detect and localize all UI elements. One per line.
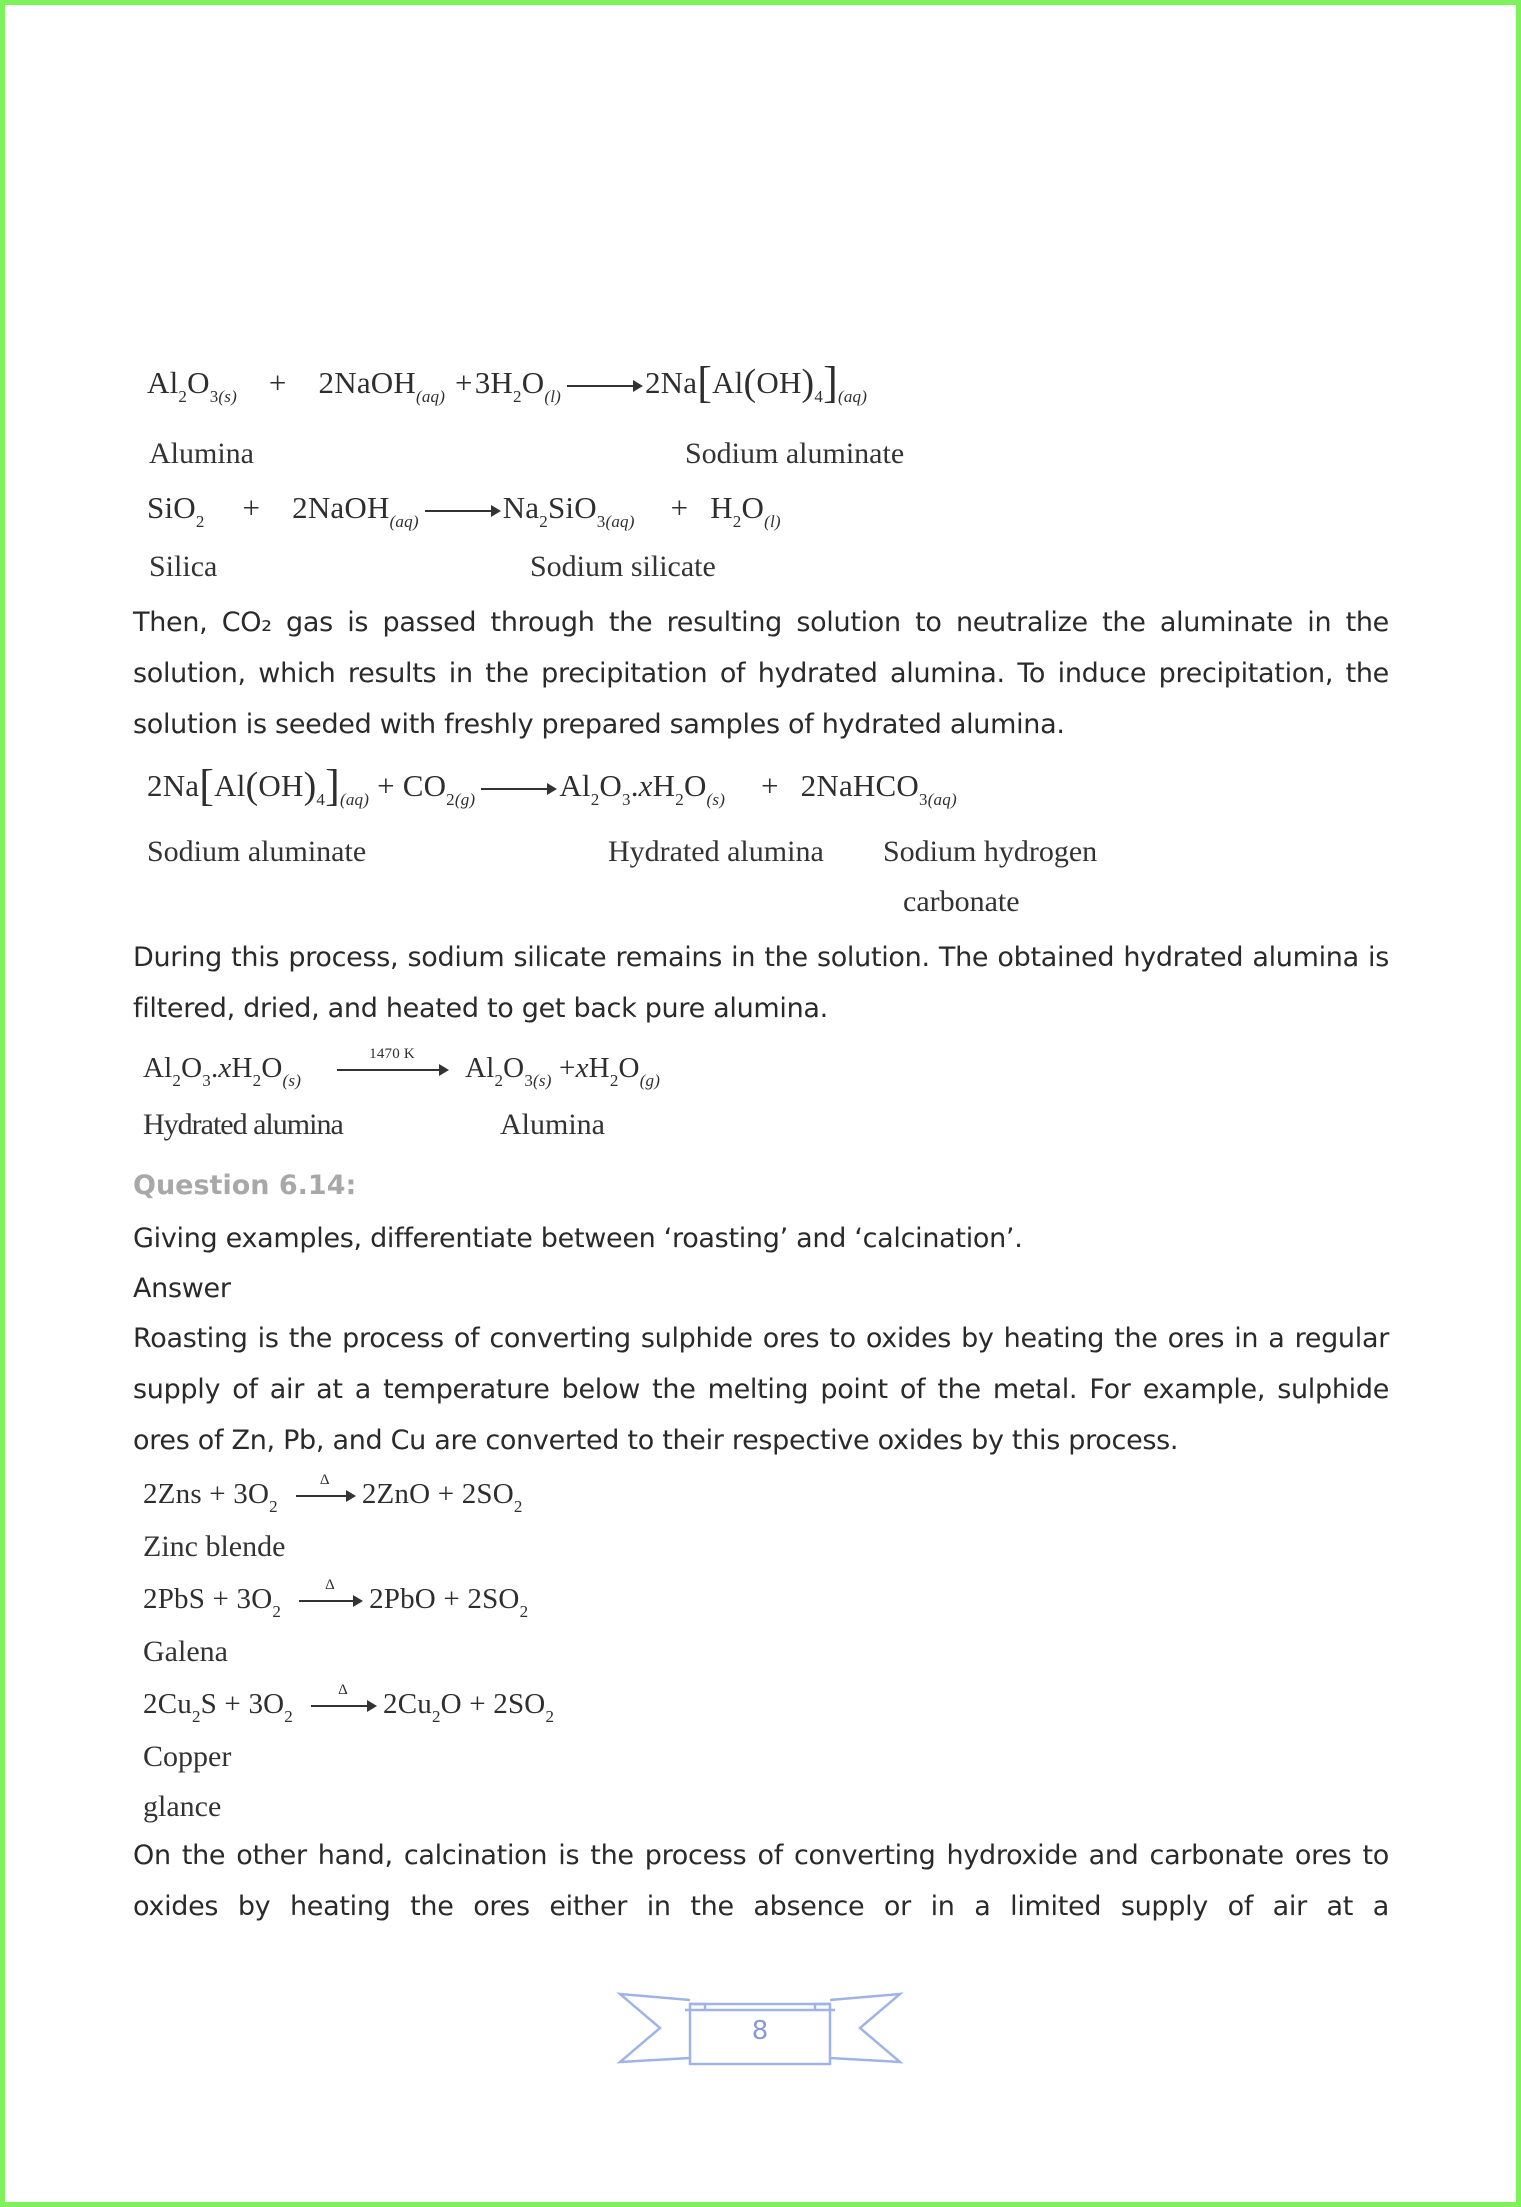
condition-heat: Δ	[325, 1577, 335, 1594]
label-sodium-aluminate: Sodium aluminate	[685, 437, 905, 470]
label-alumina: Alumina	[149, 437, 254, 470]
paragraph-co2-neutralization: Then, CO₂ gas is passed through the resulting solution to neutralize the aluminate in the solution, which results in the precipitation of hydrated alumina. To induce precipitation, the solution is seeded with freshly prepared samples of hydrated alumina.	[133, 607, 1389, 740]
paragraph-roasting: Roasting is the process of converting sulphide ores to oxides by heating the ores in a regular supply of air at a temperature below the melting point of the metal. For example, sulphide ores of Zn, Pb, and Cu are converted to their respective oxides by this process.	[133, 1323, 1389, 1456]
formula-naoh: 2NaOH$_{(aq)}$	[318, 365, 446, 406]
condition-temperature: 1470 K	[369, 1046, 415, 1063]
label-sodium-aluminate: Sodium aluminate	[147, 835, 367, 868]
plus-sign: +	[268, 365, 287, 400]
label-zinc-blende: Zinc blende	[143, 1530, 286, 1563]
label-sodium-silicate: Sodium silicate	[530, 550, 716, 583]
formula-hydrated-alumina: $Al_2O_3.xH_2O_{(s)}$	[143, 1052, 302, 1090]
plus-sign: +	[377, 768, 395, 803]
reaction-arrow	[425, 510, 499, 512]
paragraph-calcination: On the other hand, calcination is the process of converting hydroxide and carbonate ores to oxides by heating the ores either in the absence or in a limited supply of air at a	[133, 1840, 1389, 1922]
formula-lhs: $2PbS + 3O_2$	[143, 1583, 282, 1621]
reaction-arrow	[567, 385, 641, 387]
formula-h2o: $H_2O_{(l)}$	[710, 490, 781, 531]
answer-label: Answer	[133, 1273, 231, 1304]
formula-sodium-aluminate: $2Na[Al(OH)_4]_{(aq)}$	[147, 761, 370, 810]
label-sodium-hydrogen: Sodium hydrogen	[883, 835, 1098, 868]
plus-sign: +	[242, 490, 261, 525]
formula-nahco3: 2NaHCO$_{3(aq)}$	[800, 768, 957, 809]
formula-al2o3: $Al_2O_{3(s)}$	[465, 1052, 552, 1090]
equation-aluminate-co2	[147, 761, 957, 810]
label-alumina: Alumina	[500, 1108, 605, 1141]
formula-water-gas: $xH_2O_{(g)}$	[575, 1052, 661, 1090]
condition-heat: Δ	[319, 1472, 330, 1489]
reaction-arrow	[311, 1682, 375, 1707]
reaction-arrow	[299, 1577, 361, 1602]
formula-co2: $CO_{2(g)}$	[402, 768, 476, 809]
formula-rhs: $2PbO + 2SO_2$	[369, 1583, 529, 1621]
label-carbonate: carbonate	[903, 885, 1020, 918]
formula-sodium-aluminate: $2Na[Al(OH)_4]_{(aq)}$	[644, 358, 868, 407]
label-silica: Silica	[149, 550, 218, 583]
formula-al2o3: $Al_2O_{3(s)}$	[147, 365, 237, 406]
formula-lhs: $2Zns + 3O_2$	[143, 1478, 278, 1516]
plus-sign: +	[670, 490, 689, 525]
page-number-ribbon	[615, 1990, 905, 2072]
formula-lhs: $2Cu_2S + 3O_2$	[143, 1688, 293, 1726]
question-text: Giving examples, differentiate between ‘roasting’ and ‘calcination’.	[133, 1223, 1023, 1254]
formula-naoh: 2NaOH$_{(aq)}$	[292, 490, 419, 531]
formula-na2sio3: $Na_2SiO_{3(aq)}$	[502, 490, 635, 531]
equation-hydrated-alumina-heating	[143, 1046, 661, 1090]
plus-sign: +	[761, 768, 779, 803]
equation-silica-naoh	[147, 490, 781, 531]
plus-sign: +	[455, 365, 473, 400]
reaction-arrow	[337, 1046, 447, 1071]
reaction-arrow	[481, 788, 555, 790]
formula-rhs: $2Cu_2O + 2SO_2$	[383, 1688, 555, 1726]
label-hydrated-alumina: Hydrated alumina	[143, 1108, 343, 1141]
formula-rhs: $2ZnO + 2SO_2$	[361, 1478, 523, 1516]
formula-hydrated-alumina: $Al_2O_3.xH_2O_{(s)}$	[559, 768, 726, 809]
label-galena: Galena	[143, 1635, 228, 1668]
label-glance: glance	[143, 1790, 222, 1823]
formula-h2o: $3H_2O_{(l)}$	[474, 365, 561, 406]
formula-sio2: SiO$_2$	[147, 490, 205, 531]
page-number: 8	[751, 2016, 769, 2046]
label-hydrated-alumina: Hydrated alumina	[608, 835, 824, 868]
equation-alumina-naoh	[147, 358, 868, 407]
label-copper: Copper	[143, 1740, 232, 1773]
condition-heat: Δ	[338, 1682, 348, 1699]
reaction-arrow	[296, 1472, 354, 1497]
equation-zinc-blende-roasting	[143, 1472, 523, 1516]
equation-copper-glance-roasting	[143, 1682, 555, 1726]
paragraph-sodium-silicate: During this process, sodium silicate remains in the solution. The obtained hydrated alumina is filtered, dried, and heated to get back pure alumina.	[133, 942, 1389, 1024]
equation-galena-roasting	[143, 1577, 529, 1621]
question-heading: Question 6.14:	[133, 1170, 357, 1201]
plus-sign: +	[559, 1052, 576, 1084]
